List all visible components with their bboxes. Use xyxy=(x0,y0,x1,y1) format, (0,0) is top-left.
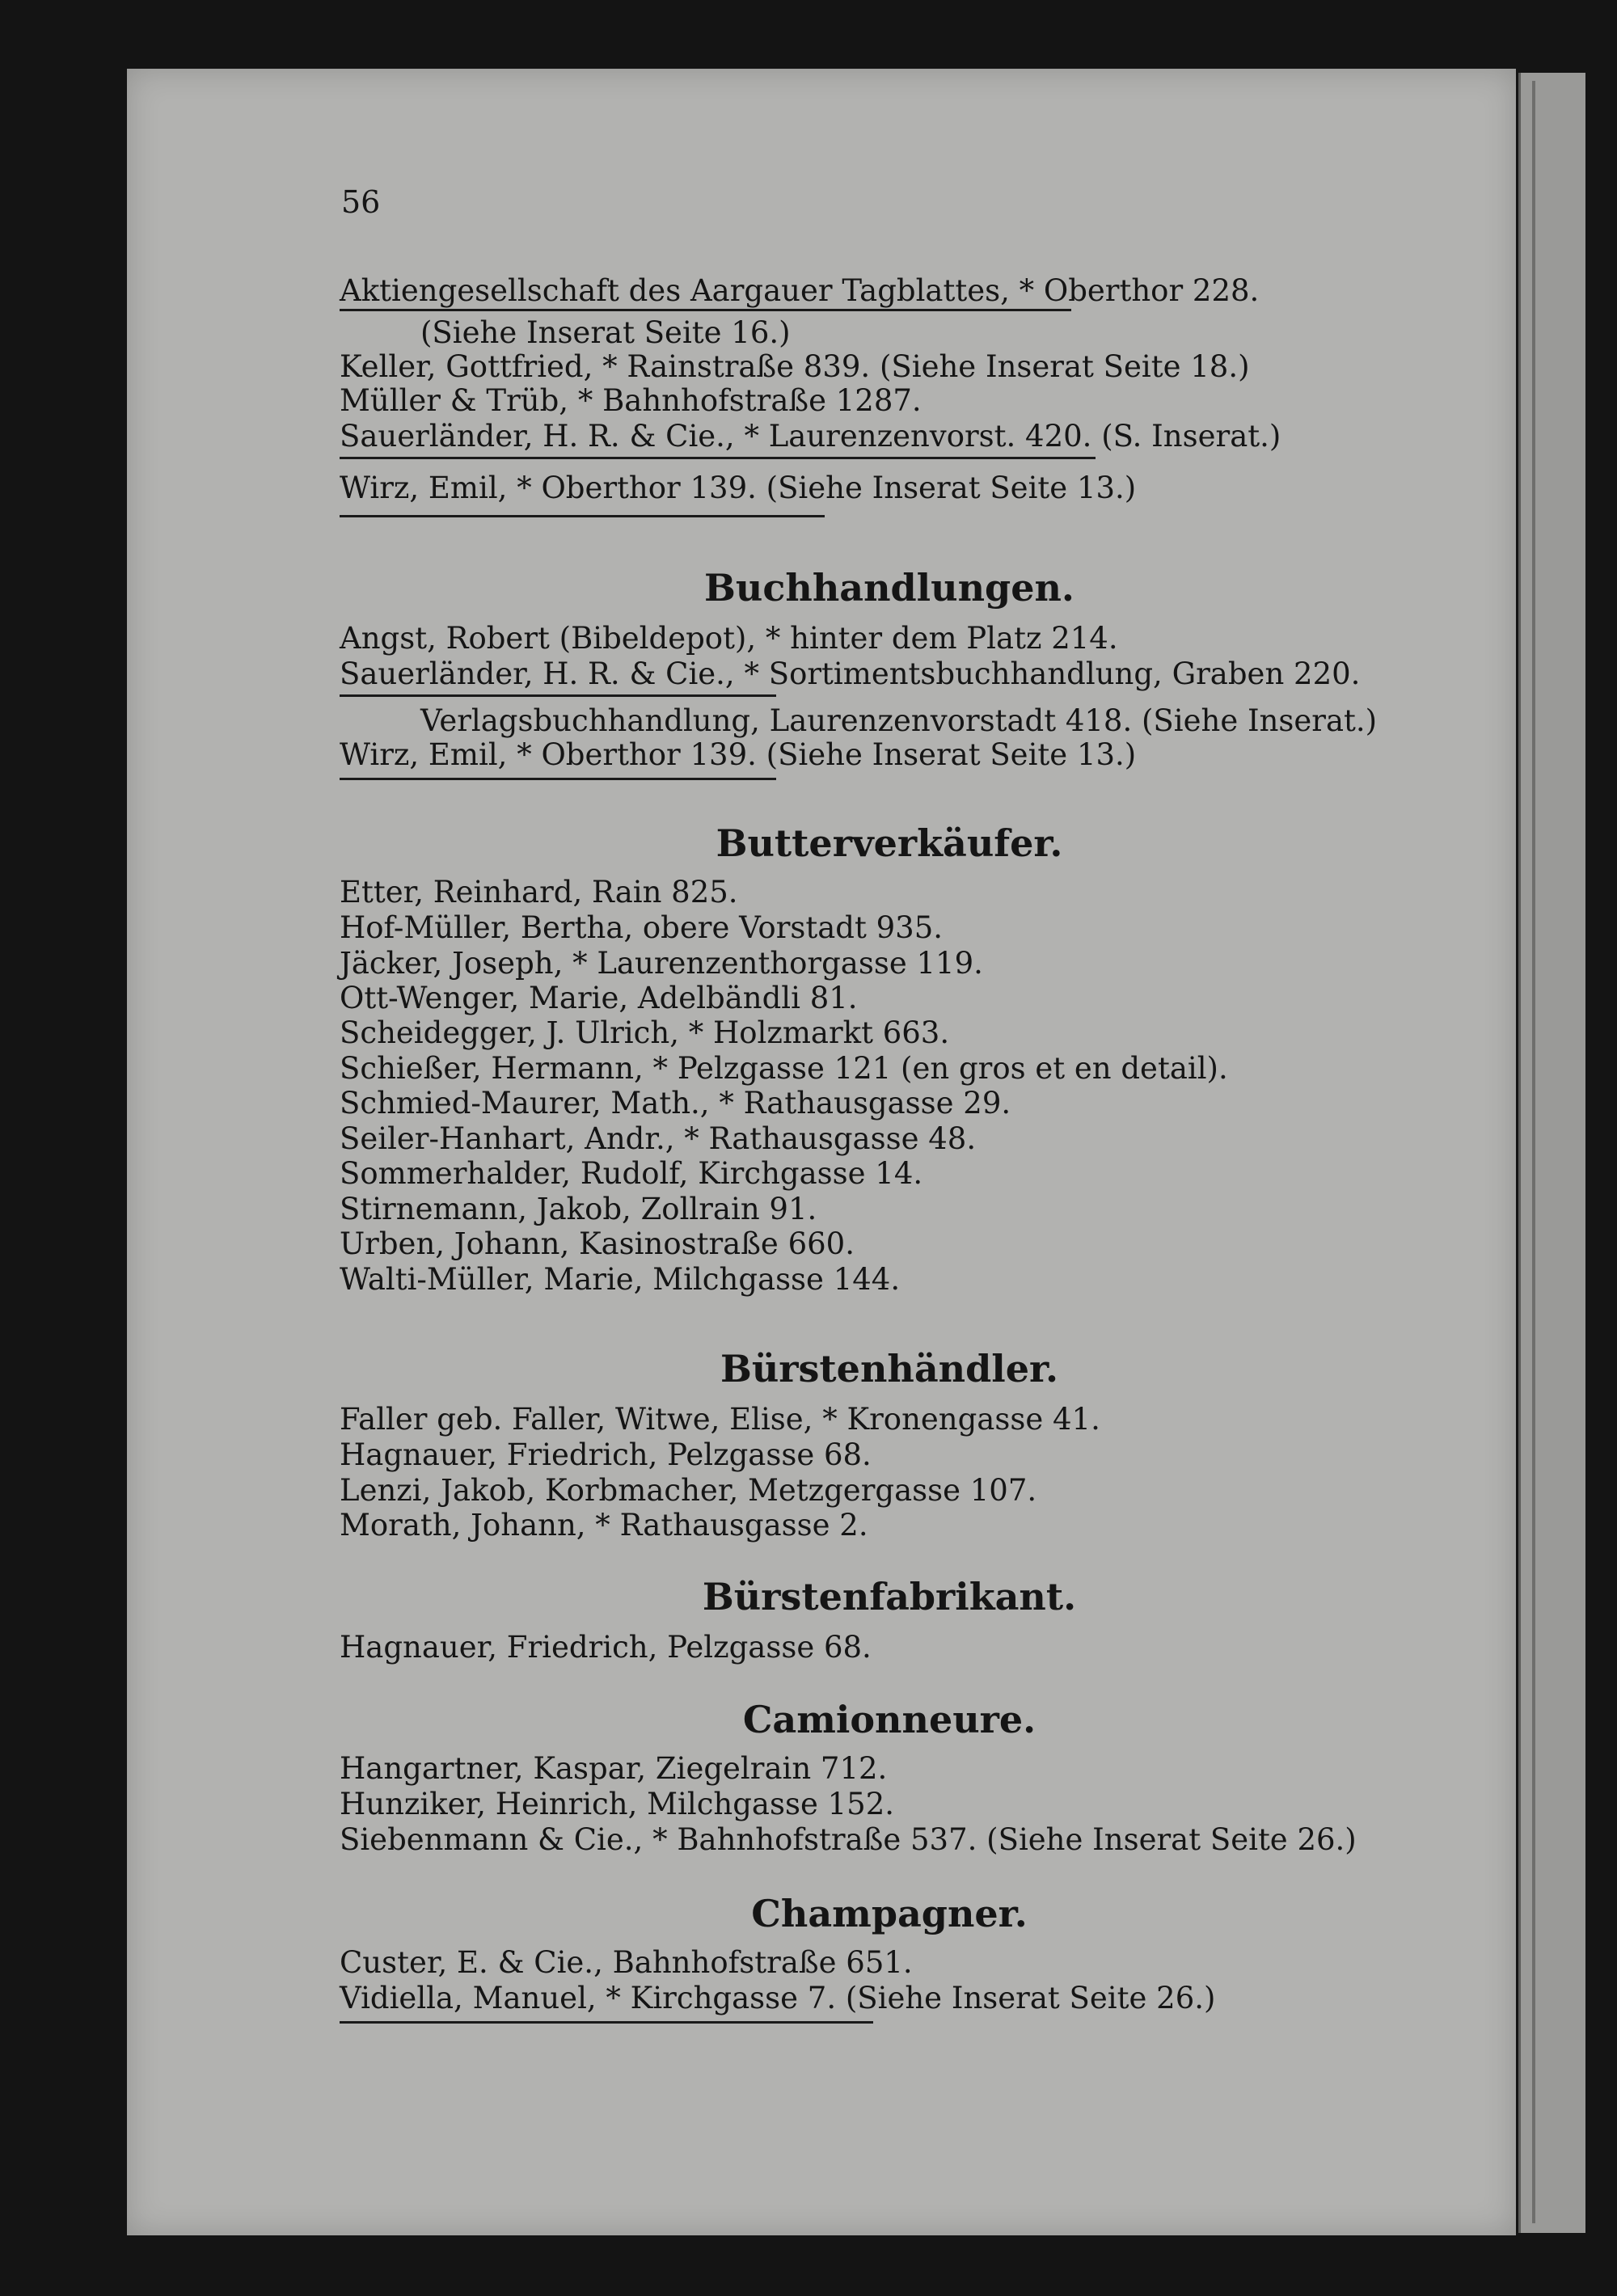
section-heading: Bürstenhändler. xyxy=(720,1347,1059,1391)
section-heading: Butterverkäufer. xyxy=(716,821,1063,865)
entry-line: Müller & Trüb, * Bahnhofstraße 1287. xyxy=(340,383,922,418)
section-heading: Buchhandlungen. xyxy=(704,566,1074,610)
entry-line: Hunziker, Heinrich, Milchgasse 152. xyxy=(340,1787,894,1821)
section-heading: Bürstenfabrikant. xyxy=(702,1575,1077,1619)
entry-line: Siebenmann & Cie., * Bahnhofstraße 537. (Siehe Inserat Seite 26.) xyxy=(340,1822,1357,1857)
entry-line: Lenzi, Jakob, Korbmacher, Metzgergasse 107. xyxy=(340,1473,1037,1508)
entry-line: Urben, Johann, Kasinostraße 660. xyxy=(340,1226,855,1261)
entry-line: Hagnauer, Friedrich, Pelzgasse 68. xyxy=(340,1630,872,1665)
entry-line: Custer, E. & Cie., Bahnhofstraße 651. xyxy=(340,1945,913,1980)
entry-line: Walti-Müller, Marie, Milchgasse 144. xyxy=(340,1262,901,1297)
entry-line: Wirz, Emil, * Oberthor 139. (Siehe Inserat Seite 13.) xyxy=(340,471,1137,505)
entry-line: Faller geb. Faller, Witwe, Elise, * Kronengasse 41. xyxy=(340,1402,1100,1437)
entry-line: (Siehe Inserat Seite 16.) xyxy=(420,315,791,350)
entry-line: Scheidegger, J. Ulrich, * Holzmarkt 663. xyxy=(340,1015,950,1050)
page-number: 56 xyxy=(341,184,381,220)
entry-line: Hof-Müller, Bertha, obere Vorstadt 935. xyxy=(340,910,943,945)
section-heading: Champagner. xyxy=(751,1892,1028,1935)
entry-line: Sauerländer, H. R. & Cie., * Sortimentsbuchhandlung, Graben 220. xyxy=(340,656,1361,691)
entry-line: Jäcker, Joseph, * Laurenzenthorgasse 119. xyxy=(340,946,983,981)
entry-line: Seiler-Hanhart, Andr., * Rathausgasse 48. xyxy=(340,1121,977,1156)
entry-line: Sommerhalder, Rudolf, Kirchgasse 14. xyxy=(340,1156,923,1191)
underline-rule xyxy=(340,457,1096,459)
underline-rule xyxy=(340,2021,873,2024)
entry-line: Morath, Johann, * Rathausgasse 2. xyxy=(340,1508,868,1543)
entry-line: Verlagsbuchhandlung, Laurenzenvorstadt 418. (Siehe Inserat.) xyxy=(420,703,1378,738)
adjacent-page-edge xyxy=(1518,73,1585,2233)
entry-line: Angst, Robert (Bibeldepot), * hinter dem Platz 214. xyxy=(340,621,1118,656)
underline-rule xyxy=(340,778,776,780)
entry-line: Stirnemann, Jakob, Zollrain 91. xyxy=(340,1192,817,1226)
entry-line: Etter, Reinhard, Rain 825. xyxy=(340,875,738,910)
underline-rule xyxy=(340,309,1071,311)
entry-line: Schießer, Hermann, * Pelzgasse 121 (en gros et en detail). xyxy=(340,1051,1228,1086)
underline-rule xyxy=(340,694,776,697)
entry-line: Keller, Gottfried, * Rainstraße 839. (Siehe Inserat Seite 18.) xyxy=(340,349,1250,384)
entry-line: Hagnauer, Friedrich, Pelzgasse 68. xyxy=(340,1437,872,1472)
entry-line: Vidiella, Manuel, * Kirchgasse 7. (Siehe Inserat Seite 26.) xyxy=(340,1981,1216,2015)
section-heading: Camionneure. xyxy=(742,1698,1036,1741)
page-gutter-line xyxy=(1532,81,1535,2223)
underline-rule xyxy=(340,515,825,517)
entry-line: Hangartner, Kaspar, Ziegelrain 712. xyxy=(340,1751,888,1786)
entry-line: Ott-Wenger, Marie, Adelbändli 81. xyxy=(340,981,858,1015)
entry-line: Schmied-Maurer, Math., * Rathausgasse 29. xyxy=(340,1086,1011,1121)
entry-line: Aktiengesellschaft des Aargauer Tagblattes, * Oberthor 228. xyxy=(340,273,1260,308)
entry-line: Sauerländer, H. R. & Cie., * Laurenzenvorst. 420. (S. Inserat.) xyxy=(340,419,1281,454)
entry-line: Wirz, Emil, * Oberthor 139. (Siehe Inserat Seite 13.) xyxy=(340,737,1137,772)
